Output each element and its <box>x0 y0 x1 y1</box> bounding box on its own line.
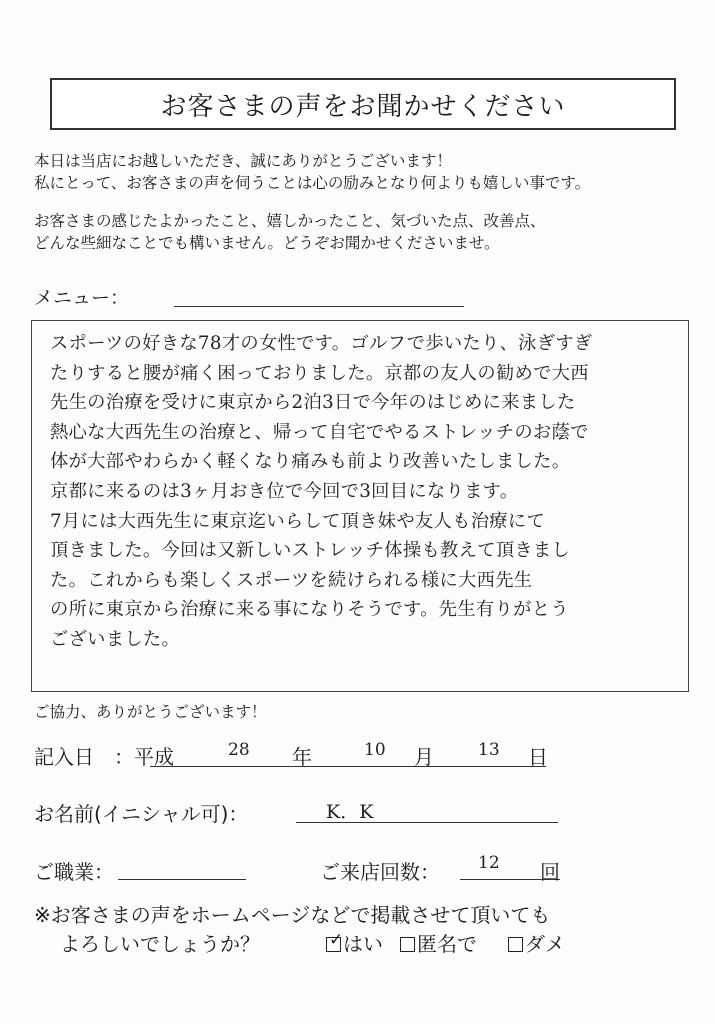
menu-label: メニュー： <box>34 287 130 309</box>
comment-line: た。これからも楽しくスポーツを続けられる様に大西先生 <box>50 569 533 591</box>
comment-line: 体が大部やわらかく軽くなり痛みも前より改善いたしました。 <box>50 451 571 473</box>
date-year-value[interactable]: 28 <box>228 740 250 760</box>
option-anonymous-label: 匿名で <box>417 932 477 956</box>
permission-question-2: よろしいでしょうか？ <box>60 932 260 956</box>
comment-line: 京都に来るのは3ヶ月おき位で今回で3回目になります。 <box>50 480 519 502</box>
visits-value[interactable]: 12 <box>478 853 500 873</box>
option-no-label: ダメ <box>525 932 565 956</box>
comment-line: 熱心な大西先生の治療と、帰って自宅でやるストレッチのお蔭で <box>50 421 589 443</box>
option-yes[interactable] <box>326 928 383 957</box>
occupation-label: ご職業： <box>34 860 114 884</box>
check-icon: ✓ <box>329 930 344 950</box>
comment-box[interactable] <box>31 320 689 692</box>
form-title-text: お客さまの声をお聞かせください <box>160 91 566 122</box>
comment-line: の所に東京から治療に来る事になりそうです。先生有りがとう <box>50 599 569 621</box>
form-title <box>50 78 676 130</box>
name-value[interactable]: K．K <box>326 801 374 823</box>
date-underline <box>150 766 546 767</box>
date-label: 記入日 ：平成 <box>34 745 174 769</box>
intro-line-4: どんな些細なことでも構いません。どうぞお聞かせくださいませ。 <box>34 234 500 252</box>
date-month-value[interactable]: 10 <box>364 740 386 760</box>
occupation-field[interactable] <box>118 879 246 880</box>
handwritten-comment <box>50 329 678 655</box>
checkbox-anonymous[interactable] <box>400 937 415 952</box>
name-label: お名前(イニシャル可)： <box>34 802 249 826</box>
comment-line: スポーツの好きな78才の女性です。ゴルフで歩いたり、泳ぎすぎ <box>50 333 593 354</box>
option-yes-label: はい <box>343 932 383 956</box>
visits-label: ご来店回数： <box>320 860 440 884</box>
comment-line: 7月には大西先生に東京迄いらして頂き妹や友人も治療にて <box>50 510 546 532</box>
visits-unit: 回 <box>540 860 560 884</box>
permission-question-1: ※お客さまの声をホームページなどで掲載させて頂いても <box>34 903 551 927</box>
intro-line-2: 私にとって、お客さまの声を伺うことは心の励みとなり何よりも嬉しい事です。 <box>34 174 591 192</box>
intro-line-3: お客さまの感じたよかったこと、嬉しかったこと、気づいた点、改善点、 <box>34 212 546 230</box>
date-day-unit: 日 <box>528 745 548 769</box>
comment-line: 先生の治療を受けに東京から2泊3日で今年のはじめに来ました <box>50 392 576 414</box>
date-month-unit: 月 <box>414 745 434 769</box>
option-anonymous[interactable] <box>400 928 477 957</box>
thanks-text: ご協力、ありがとうございます！ <box>34 703 267 721</box>
menu-field[interactable] <box>174 306 464 307</box>
checkbox-no[interactable] <box>508 937 523 952</box>
checkbox-yes[interactable] <box>326 930 344 952</box>
intro-line-1: 本日は当店にお越しいただき、誠にありがとうございます！ <box>34 152 452 170</box>
comment-line: ございました。 <box>50 628 181 650</box>
comment-line: たりすると腰が痛く困っておりました。京都の友人の勧めで大西 <box>50 362 589 384</box>
date-year-unit: 年 <box>292 745 312 769</box>
comment-line: 頂きました。今回は又新しいストレッチ体操も教えて頂きまし <box>50 540 571 562</box>
date-day-value[interactable]: 13 <box>478 740 500 760</box>
option-no[interactable] <box>508 928 565 957</box>
